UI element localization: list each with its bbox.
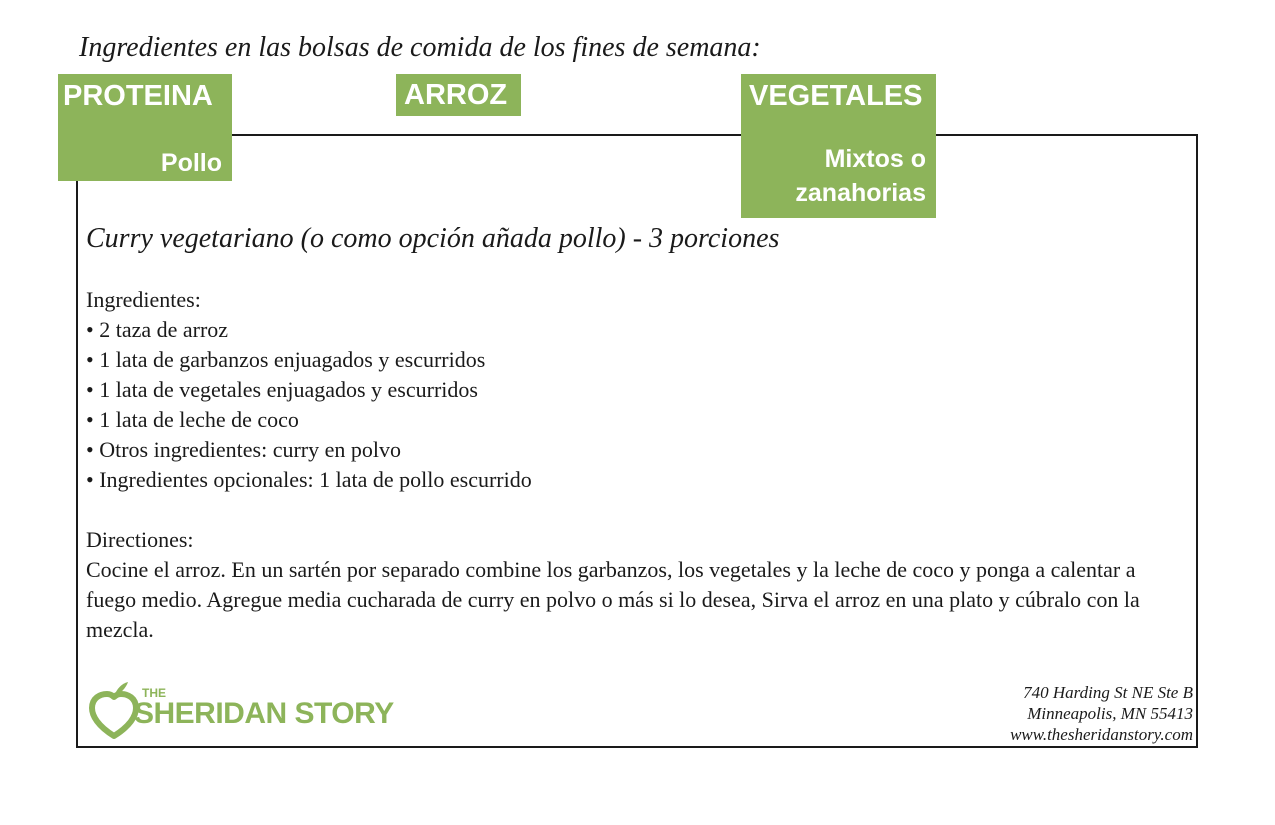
- ingredient-item: • 1 lata de garbanzos enjuagados y escurridos: [86, 347, 486, 372]
- directions-text: Cocine el arroz. En un sartén por separado combine los garbanzos, los vegetales y la leche de coco y ponga a calentar a fuego medio. Agregue media cucharada de curry en polvo o más si lo desea, Sirva el arroz en una plato y cúbralo con la mezcla.: [86, 557, 1140, 642]
- recipe-title: Curry vegetariano (o como opción añada pollo) - 3 porciones: [86, 223, 780, 254]
- vegetables-tag-title: VEGETALES: [749, 80, 923, 112]
- ingredient-item: • 1 lata de vegetales enjuagados y escurridos: [86, 377, 478, 402]
- address-block: [1010, 682, 1193, 745]
- logo-the: THE: [142, 686, 166, 700]
- ingredient-item: • Otros ingredientes: curry en polvo: [86, 437, 402, 462]
- ingredient-item: • 2 taza de arroz: [86, 317, 229, 342]
- rice-tag: [396, 74, 521, 116]
- vegetables-tag-value: [795, 142, 926, 210]
- protein-tag: [58, 74, 232, 181]
- apple-heart-icon: [88, 680, 140, 740]
- vegetables-tag-value-line1: Mixtos o: [824, 145, 926, 173]
- address-line2: Minneapolis, MN 55413: [1027, 704, 1193, 723]
- ingredient-item: • 1 lata de leche de coco: [86, 407, 299, 432]
- ingredient-item: • Ingredientes opcionales: 1 lata de pollo escurrido: [86, 467, 532, 492]
- ingredients-list: [86, 315, 532, 495]
- website-link[interactable]: www.thesheridanstory.com: [1010, 725, 1193, 744]
- rice-tag-title: ARROZ: [404, 79, 508, 111]
- protein-tag-title: PROTEINA: [63, 80, 213, 112]
- directions-label: Directiones:: [86, 527, 194, 552]
- page-heading: Ingredientes en las bolsas de comida de los fines de semana:: [79, 32, 761, 63]
- vegetables-tag: [741, 74, 936, 218]
- address-line1: 740 Harding St NE Ste B: [1023, 683, 1193, 702]
- logo-name: SHERIDAN STORY: [134, 697, 394, 730]
- ingredients-label: Ingredientes:: [86, 287, 201, 312]
- protein-tag-value: Pollo: [160, 149, 222, 177]
- sheridan-story-logo: [88, 680, 428, 742]
- vegetables-tag-value-line2: zanahorias: [795, 179, 926, 207]
